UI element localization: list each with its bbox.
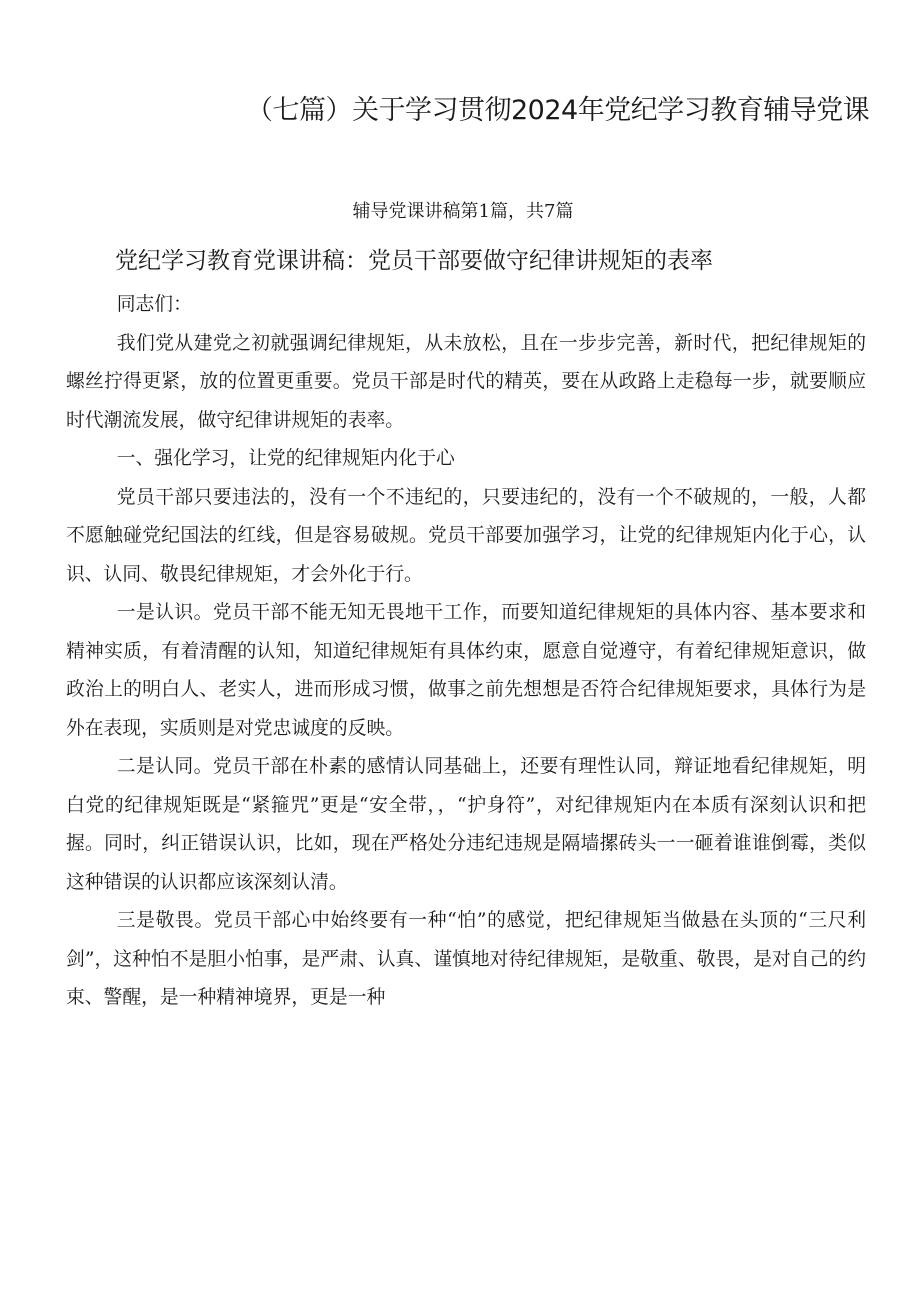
article-body	[66, 286, 866, 1018]
paragraph: 三是敬畏。党员干部心中始终要有一种“怕”的感觉，把纪律规矩当做悬在头顶的“三尺利剑”，这种怕不是胆小怕事，是严肃、认真、谨慎地对待纪律规矩，是敬重、敬畏，是对自己的约束、警醒，是一种精神境界，更是一种	[66, 910, 866, 1008]
article-title: 党纪学习教育党课讲稿：党员干部要做守纪律讲规矩的表率	[115, 248, 713, 274]
paragraph: 我们党从建党之初就强调纪律规矩，从未放松，且在一步步完善，新时代，把纪律规矩的螺丝拧得更紧，放的位置更重要。党员干部是时代的精英，要在从政路上走稳每一步，就要顺应时代潮流发展，做守纪律讲规矩的表率。	[66, 332, 866, 431]
paragraph: 二是认同。党员干部在朴素的感情认同基础上，还要有理性认同，辩证地看纪律规矩，明白党的纪律规矩既是“紧箍咒”更是“安全带，，“护身符”，对纪律规矩内在本质有深刻认识和把握。同时，纠正错误认识，比如，现在严格处分违纪违规是隔墙摞砖头一一砸着谁谁倒霉，类似这种错误的认识都应该深刻认清。	[66, 756, 866, 893]
document-title: （七篇）关于学习贯彻2024年党纪学习教育辅导党课	[246, 95, 870, 126]
paragraph: 一是认识。党员干部不能无知无畏地干工作，而要知道纪律规矩的具体内容、基本要求和精神实质，有着清醒的认知，知道纪律规矩有具体约束，愿意自觉遵守，有着纪律规矩意识，做政治上的明白人、老实人，进而形成习惯，做事之前先想想是否符合纪律规矩要求，具体行为是外在表现，实质则是对党忠诚度的反映。	[66, 602, 866, 739]
document-subheading: 辅导党课讲稿第1篇，共7篇	[352, 201, 574, 222]
paragraph: 党员干部只要违法的，没有一个不违纪的，只要违纪的，没有一个不破规的，一般，人都不愿触碰党纪国法的红线，但是容易破规。党员干部要加强学习，让党的纪律规矩内化于心，认识、认同、敬畏纪律规矩，才会外化于行。	[66, 486, 866, 585]
section-heading: 一、强化学习，让党的纪律规矩内化于心	[116, 448, 455, 469]
salutation: 同志们：	[116, 294, 192, 315]
